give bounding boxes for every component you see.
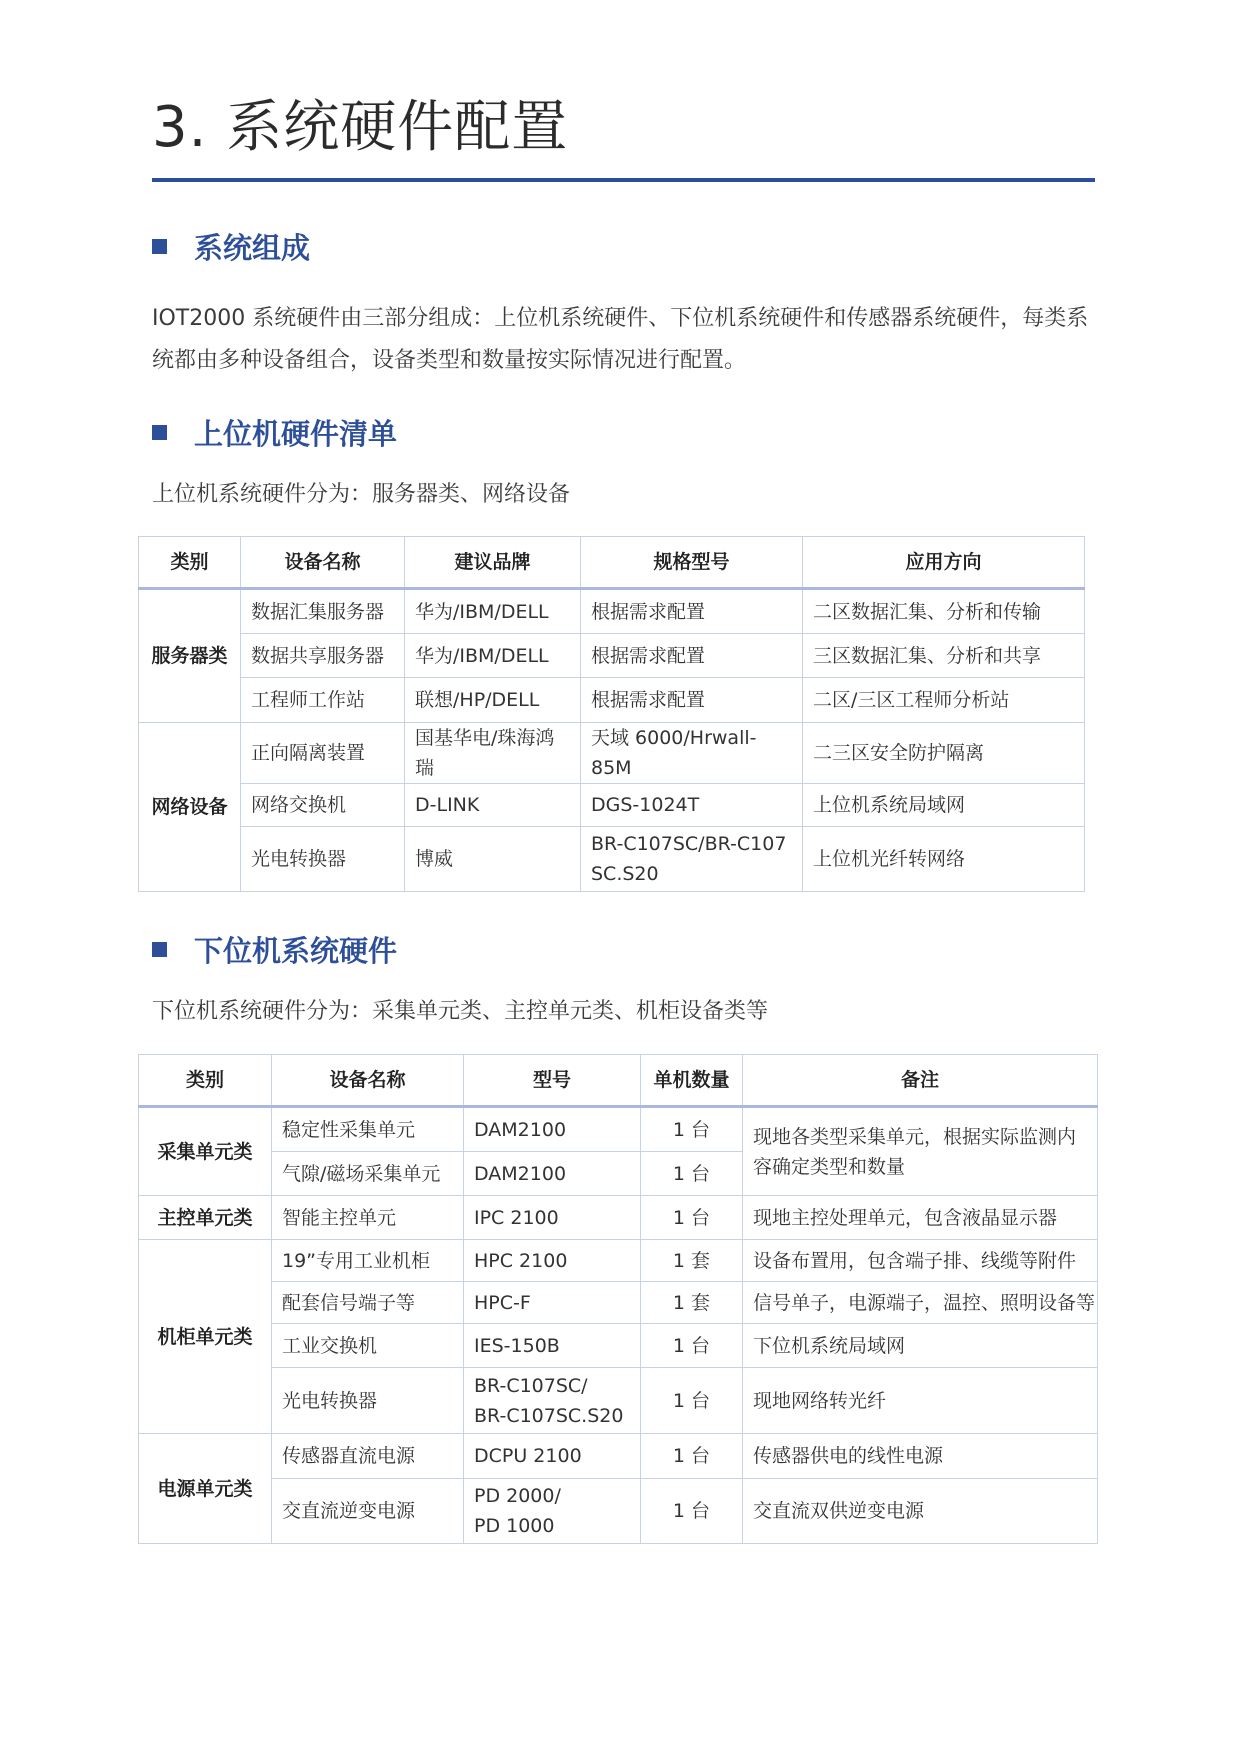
model-line: PD 1000 bbox=[474, 1515, 555, 1537]
model-cell bbox=[464, 1479, 641, 1544]
device-name-cell: 正向隔离装置 bbox=[241, 723, 405, 784]
model-cell: IPC 2100 bbox=[464, 1196, 641, 1240]
section-heading-label: 下位机系统硬件 bbox=[194, 933, 398, 968]
quantity-cell: 1 套 bbox=[641, 1282, 743, 1324]
device-name-cell: 数据共享服务器 bbox=[241, 634, 405, 678]
model-cell: HPC-F bbox=[464, 1282, 641, 1324]
composition-paragraph: IOT2000 系统硬件由三部分组成：上位机系统硬件、下位机系统硬件和传感器系统硬件，每类系统都由多种设备组合，设备类型和数量按实际情况进行配置。 bbox=[152, 306, 1089, 373]
model-line: PD 2000/ bbox=[474, 1485, 561, 1507]
device-name-cell: 气隙/磁场采集单元 bbox=[272, 1152, 464, 1196]
note-cell: 现地网络转光纤 bbox=[743, 1368, 1098, 1434]
application-cell: 二区数据汇集、分析和传输 bbox=[803, 589, 1085, 634]
table-header-row bbox=[139, 1055, 1098, 1107]
application-cell: 上位机光纤转网络 bbox=[803, 827, 1085, 892]
model-cell: 根据需求配置 bbox=[581, 678, 803, 723]
column-header: 类别 bbox=[139, 1055, 272, 1107]
model-cell: DGS-1024T bbox=[581, 784, 803, 827]
table-row bbox=[139, 784, 1085, 827]
note-cell: 下位机系统局域网 bbox=[743, 1324, 1098, 1368]
table-row bbox=[139, 827, 1085, 892]
table-row bbox=[139, 1196, 1098, 1240]
column-header: 类别 bbox=[139, 537, 241, 589]
lower-hardware-table bbox=[138, 1054, 1098, 1544]
device-name-cell: 光电转换器 bbox=[272, 1368, 464, 1434]
category-cell: 主控单元类 bbox=[139, 1196, 272, 1240]
table-row bbox=[139, 678, 1085, 723]
brand-cell: 华为/IBM/DELL bbox=[405, 589, 581, 634]
column-header: 建议品牌 bbox=[405, 537, 581, 589]
device-name-cell: 网络交换机 bbox=[241, 784, 405, 827]
note-cell: 现地各类型采集单元，根据实际监测内容确定类型和数量 bbox=[743, 1107, 1098, 1196]
quantity-cell: 1 台 bbox=[641, 1324, 743, 1368]
section-heading-label: 上位机硬件清单 bbox=[194, 416, 398, 451]
model-line: BR-C107SC.S20 bbox=[474, 1404, 624, 1427]
quantity-cell: 1 套 bbox=[641, 1240, 743, 1282]
device-name-cell: 工程师工作站 bbox=[241, 678, 405, 723]
device-name-cell: 工业交换机 bbox=[272, 1324, 464, 1368]
quantity-cell: 1 台 bbox=[641, 1196, 743, 1240]
section-heading-lower-hardware bbox=[152, 929, 397, 969]
device-name-cell: 光电转换器 bbox=[241, 827, 405, 892]
model-cell: 天域 6000/Hrwall-85M bbox=[581, 723, 803, 784]
model-cell: DAM2100 bbox=[464, 1152, 641, 1196]
category-cell: 采集单元类 bbox=[139, 1107, 272, 1196]
quantity-cell: 1 台 bbox=[641, 1479, 743, 1544]
category-cell: 服务器类 bbox=[139, 589, 241, 723]
section-heading-composition bbox=[152, 226, 310, 266]
table-header-row bbox=[139, 537, 1085, 589]
device-name-cell: 稳定性采集单元 bbox=[272, 1107, 464, 1152]
note-cell: 信号单子，电源端子，温控、照明设备等 bbox=[743, 1282, 1098, 1324]
brand-cell: 国基华电/珠海鸿瑞 bbox=[405, 723, 581, 784]
column-header: 设备名称 bbox=[241, 537, 405, 589]
model-cell: 根据需求配置 bbox=[581, 589, 803, 634]
table-row bbox=[139, 1107, 1098, 1152]
category-cell: 电源单元类 bbox=[139, 1434, 272, 1544]
device-name-cell: 19”专用工业机柜 bbox=[272, 1240, 464, 1282]
application-cell: 三区数据汇集、分析和共享 bbox=[803, 634, 1085, 678]
note-cell: 传感器供电的线性电源 bbox=[743, 1434, 1098, 1479]
square-bullet-icon bbox=[152, 425, 167, 440]
model-cell: DCPU 2100 bbox=[464, 1434, 641, 1479]
application-cell: 二区/三区工程师分析站 bbox=[803, 678, 1085, 723]
note-cell: 现地主控处理单元，包含液晶显示器 bbox=[743, 1196, 1098, 1240]
device-name-cell: 交直流逆变电源 bbox=[272, 1479, 464, 1544]
quantity-cell: 1 台 bbox=[641, 1107, 743, 1152]
model-cell: DAM2100 bbox=[464, 1107, 641, 1152]
model-cell: IES-150B bbox=[464, 1324, 641, 1368]
column-header: 单机数量 bbox=[641, 1055, 743, 1107]
upper-hardware-table bbox=[138, 536, 1085, 892]
model-cell: HPC 2100 bbox=[464, 1240, 641, 1282]
title-rule bbox=[152, 178, 1095, 182]
square-bullet-icon bbox=[152, 942, 167, 957]
table-row bbox=[139, 1324, 1098, 1368]
brand-cell: D-LINK bbox=[405, 784, 581, 827]
page-title: 3. 系统硬件配置 bbox=[152, 95, 569, 160]
table-row bbox=[139, 1282, 1098, 1324]
table-row bbox=[139, 1368, 1098, 1434]
column-header: 规格型号 bbox=[581, 537, 803, 589]
brand-cell: 博威 bbox=[405, 827, 581, 892]
table-row bbox=[139, 1240, 1098, 1282]
model-cell: 根据需求配置 bbox=[581, 634, 803, 678]
table-row bbox=[139, 634, 1085, 678]
square-bullet-icon bbox=[152, 239, 167, 254]
table-row bbox=[139, 723, 1085, 784]
device-name-cell: 数据汇集服务器 bbox=[241, 589, 405, 634]
column-header: 备注 bbox=[743, 1055, 1098, 1107]
lower-hardware-intro: 下位机系统硬件分为：采集单元类、主控单元类、机柜设备类等 bbox=[152, 999, 769, 1024]
section-heading-label: 系统组成 bbox=[194, 230, 311, 265]
category-cell: 机柜单元类 bbox=[139, 1240, 272, 1434]
section-heading-upper-hardware bbox=[152, 412, 397, 452]
note-cell: 交直流双供逆变电源 bbox=[743, 1479, 1098, 1544]
application-cell: 二三区安全防护隔离 bbox=[803, 723, 1085, 784]
quantity-cell: 1 台 bbox=[641, 1152, 743, 1196]
column-header: 型号 bbox=[464, 1055, 641, 1107]
brand-cell: 华为/IBM/DELL bbox=[405, 634, 581, 678]
table-row bbox=[139, 1434, 1098, 1479]
model-cell bbox=[464, 1368, 641, 1434]
application-cell: 上位机系统局域网 bbox=[803, 784, 1085, 827]
device-name-cell: 智能主控单元 bbox=[272, 1196, 464, 1240]
table-row bbox=[139, 1479, 1098, 1544]
model-cell: BR-C107SC/BR-C107SC.S20 bbox=[581, 827, 803, 892]
quantity-cell: 1 台 bbox=[641, 1434, 743, 1479]
note-cell: 设备布置用，包含端子排、线缆等附件 bbox=[743, 1240, 1098, 1282]
upper-hardware-intro: 上位机系统硬件分为：服务器类、网络设备 bbox=[152, 482, 571, 507]
device-name-cell: 配套信号端子等 bbox=[272, 1282, 464, 1324]
device-name-cell: 传感器直流电源 bbox=[272, 1434, 464, 1479]
brand-cell: 联想/HP/DELL bbox=[405, 678, 581, 723]
table-row bbox=[139, 589, 1085, 634]
model-line: BR-C107SC/ bbox=[474, 1374, 588, 1397]
category-cell: 网络设备 bbox=[139, 723, 241, 892]
column-header: 设备名称 bbox=[272, 1055, 464, 1107]
quantity-cell: 1 台 bbox=[641, 1368, 743, 1434]
column-header: 应用方向 bbox=[803, 537, 1085, 589]
